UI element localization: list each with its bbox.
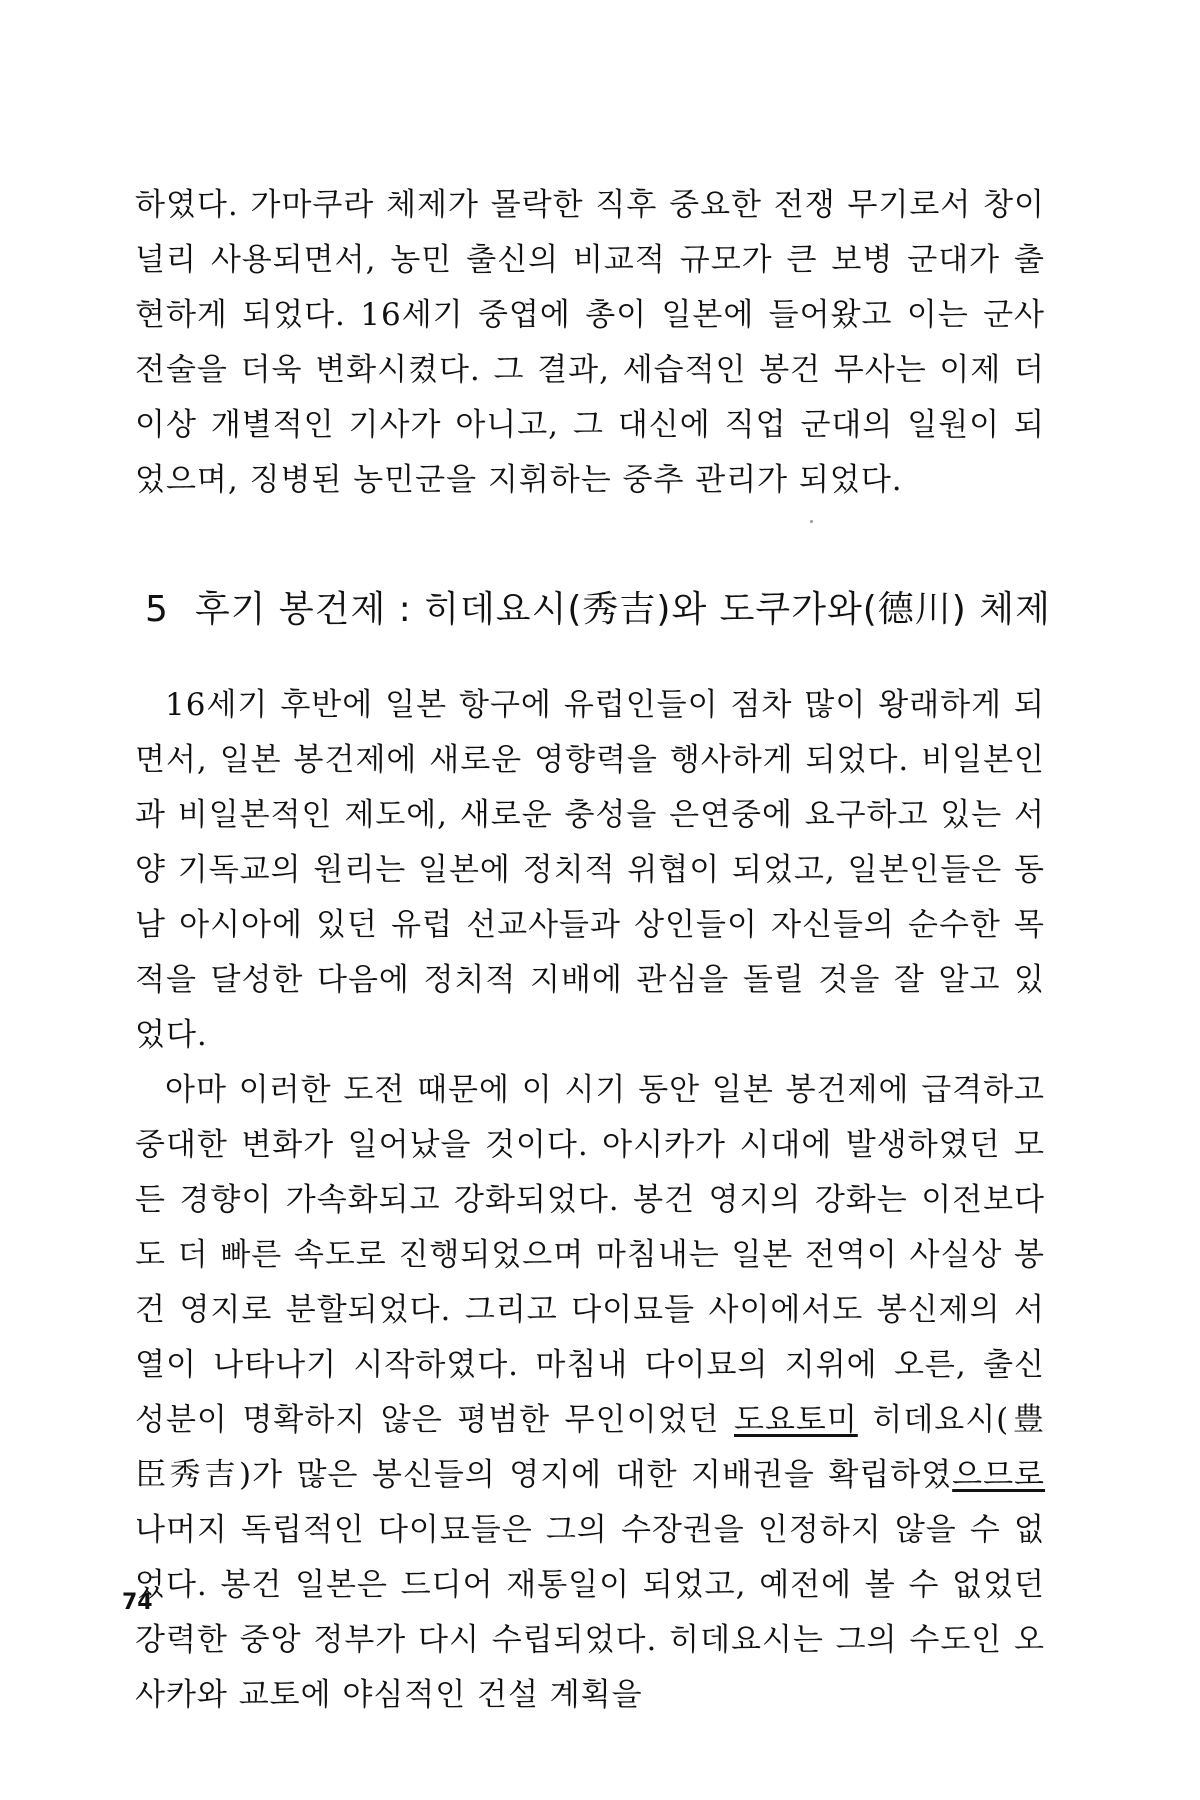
section-title: 후기 봉건제 : 히데요시(秀吉)와 도쿠가와(德川) 체제 <box>194 589 1051 630</box>
scan-speck <box>810 520 813 523</box>
page-number: 74 <box>122 1590 153 1615</box>
underlined-tail: 으므로 <box>952 1457 1045 1493</box>
body-paragraph-1: 16세기 후반에 일본 항구에 유럽인들이 점차 많이 왕래하게 되면서, 일본 봉건제에 새로운 영향력을 행사하게 되었다. 비일본인과 비일본적인 제도에, 새로운 충성을 은연중에 요구하고 있는 서양 기독교의 원리는 일본에 정치적 위협이 되었고, 일본인들은 동남 아시아에 있던 유럽 선교사들과 상인들이 자신들의 순수한 목적을 달성한 다음에 정치적 지배에 관심을 돌릴 것을 잘 알고 있었다. <box>135 687 1045 1053</box>
body-paragraph-2 <box>135 1063 1045 1723</box>
paragraph-2-before: 아마 이러한 도전 때문에 이 시기 동안 일본 봉건제에 급격하고 중대한 변화가 일어났을 것이다. 아시카가 시대에 발생하였던 모든 경향이 가속화되고 강화되었다. 봉건 영지의 강화는 이전보다도 더 빠른 속도로 진행되었으며 마침내는 일본 전역이 사실상 봉건 영지로 분할되었다. 그리고 다이묘들 사이에서도 봉신제의 서열이 나타나기 시작하였다. 마침내 다이묘의 지위에 오른, 출신 성분이 명확하지 않은 평범한 무인이었던 <box>135 1072 1045 1438</box>
paragraph-2-after: 나머지 독립적인 다이묘들은 그의 수장권을 인정하지 않을 수 없었다. 봉건 일본은 드디어 재통일이 되었고, 예전에 볼 수 없었던 강력한 중앙 정부가 다시 수립되었다. 히데요시는 그의 수도인 오사카와 교토에 야심적인 건설 계획을 <box>135 1512 1045 1713</box>
intro-paragraph: 하였다. 가마쿠라 체제가 몰락한 직후 중요한 전쟁 무기로서 창이 널리 사용되면서, 농민 출신의 비교적 규모가 큰 보병 군대가 출현하게 되었다. 16세기 중엽에 총이 일본에 들어왔고 이는 군사 전술을 더욱 변화시켰다. 그 결과, 세습적인 봉건 무사는 이제 더 이상 개별적인 기사가 아니고, 그 대신에 직업 군대의 일원이 되었으며, 징병된 농민군을 지휘하는 중추 관리가 되었다. <box>135 187 1045 498</box>
section-body <box>135 678 1045 1723</box>
section-heading <box>145 585 1051 635</box>
intro-text-block <box>135 178 1045 508</box>
section-number: 5 <box>145 589 169 630</box>
paragraph-2-middle: 히데요시(豊臣秀吉)가 많은 봉신들의 영지에 대한 지배권을 확립하였 <box>135 1402 1045 1493</box>
underlined-name: 도요토미 <box>734 1402 858 1438</box>
